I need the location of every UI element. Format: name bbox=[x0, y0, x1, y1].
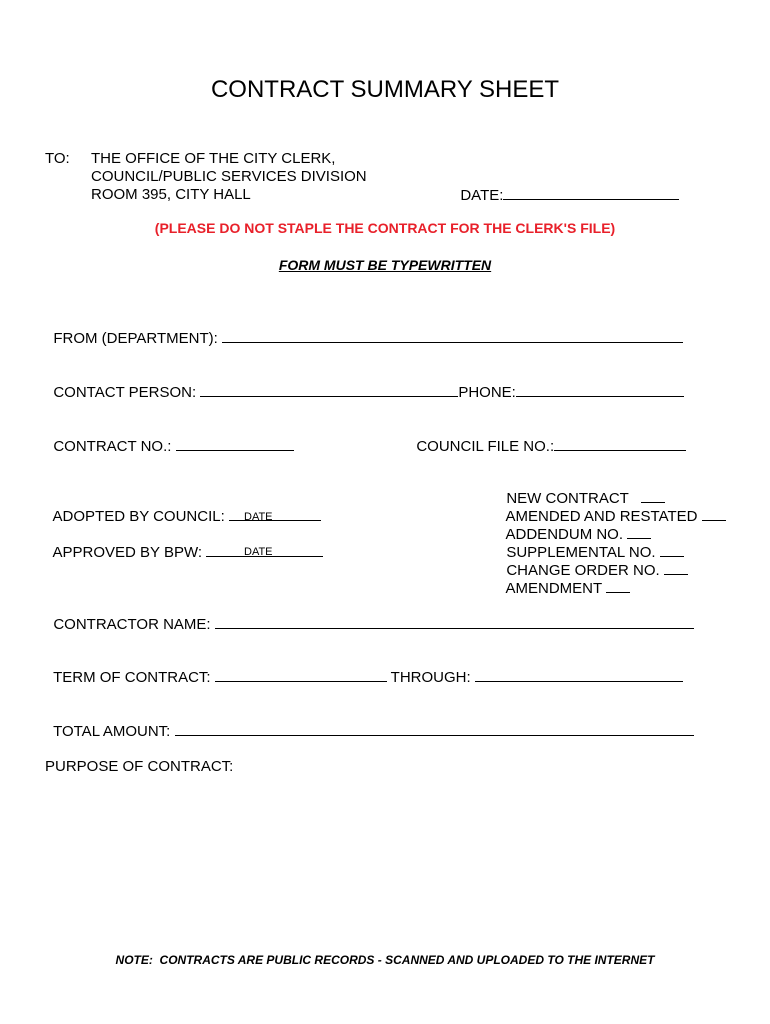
contract-type-label: CHANGE ORDER NO. bbox=[506, 562, 660, 579]
contract-no-blank[interactable] bbox=[176, 436, 294, 451]
adopted-by-council-label: ADOPTED BY COUNCIL: bbox=[52, 508, 225, 525]
phone-label: PHONE: bbox=[458, 384, 516, 401]
contract-type-blank[interactable] bbox=[664, 560, 688, 575]
total-amount-field[interactable] bbox=[45, 704, 694, 740]
date-label: DATE: bbox=[460, 187, 504, 204]
contact-person-field[interactable] bbox=[45, 365, 684, 401]
contact-person-label: CONTACT PERSON: bbox=[53, 384, 197, 401]
approved-by-bpw-label: APPROVED BY BPW: bbox=[52, 544, 203, 561]
total-amount-label: TOTAL AMOUNT: bbox=[53, 723, 171, 740]
total-amount-blank[interactable] bbox=[175, 721, 694, 736]
from-department-label: FROM (DEPARTMENT): bbox=[53, 330, 218, 347]
contract-type-label: SUPPLEMENTAL NO. bbox=[506, 544, 656, 561]
from-department-blank[interactable] bbox=[222, 328, 683, 343]
contract-type-label: AMENDMENT bbox=[505, 580, 602, 597]
contract-type-label: ADDENDUM NO. bbox=[505, 526, 624, 543]
contract-type-blank[interactable] bbox=[606, 578, 630, 593]
contract-type-blank[interactable] bbox=[702, 506, 726, 521]
date-blank[interactable] bbox=[503, 185, 679, 200]
approved-date-caption: DATE bbox=[244, 546, 273, 558]
contact-person-blank[interactable] bbox=[200, 382, 458, 397]
term-of-contract-blank[interactable] bbox=[215, 667, 387, 682]
to-line-2: COUNCIL/PUBLIC SERVICES DIVISION bbox=[91, 168, 367, 185]
from-department-field[interactable] bbox=[45, 311, 683, 347]
to-label: TO: bbox=[45, 150, 70, 167]
contract-no-label: CONTRACT NO.: bbox=[53, 438, 172, 455]
contractor-name-field[interactable] bbox=[45, 597, 694, 633]
to-line-3: ROOM 395, CITY HALL bbox=[91, 186, 251, 203]
contract-no-field[interactable] bbox=[45, 419, 294, 455]
adopted-date-caption: DATE bbox=[244, 511, 273, 523]
phone-blank[interactable] bbox=[516, 382, 684, 397]
term-of-contract-field[interactable] bbox=[45, 650, 683, 686]
contract-type-item[interactable] bbox=[498, 561, 630, 597]
purpose-of-contract-label: PURPOSE OF CONTRACT: bbox=[45, 758, 234, 775]
to-line-1: THE OFFICE OF THE CITY CLERK, bbox=[91, 150, 336, 167]
through-blank[interactable] bbox=[475, 667, 683, 682]
adopted-by-council-blank[interactable] bbox=[229, 506, 321, 521]
term-of-contract-label: TERM OF CONTRACT: bbox=[53, 669, 211, 686]
council-file-field[interactable] bbox=[408, 419, 686, 455]
council-file-blank[interactable] bbox=[554, 436, 686, 451]
typewritten-note: FORM MUST BE TYPEWRITTEN bbox=[278, 257, 492, 273]
staple-warning: (PLEASE DO NOT STAPLE THE CONTRACT FOR THE CLERK'S FILE) bbox=[154, 220, 616, 236]
approved-by-bpw-field[interactable] bbox=[45, 525, 323, 561]
date-field[interactable] bbox=[452, 168, 679, 204]
adopted-by-council-field[interactable] bbox=[45, 489, 321, 525]
council-file-label: COUNCIL FILE NO.: bbox=[416, 438, 555, 455]
footer-note: NOTE: CONTRACTS ARE PUBLIC RECORDS - SCANNED AND UPLOADED TO THE INTERNET bbox=[115, 953, 655, 967]
contract-type-label: NEW CONTRACT bbox=[506, 490, 629, 507]
contract-type-label: AMENDED AND RESTATED bbox=[505, 508, 698, 525]
contractor-name-label: CONTRACTOR NAME: bbox=[53, 616, 211, 633]
through-label: THROUGH: bbox=[390, 669, 471, 686]
contractor-name-blank[interactable] bbox=[215, 614, 694, 629]
page-title: CONTRACT SUMMARY SHEET bbox=[210, 76, 560, 103]
